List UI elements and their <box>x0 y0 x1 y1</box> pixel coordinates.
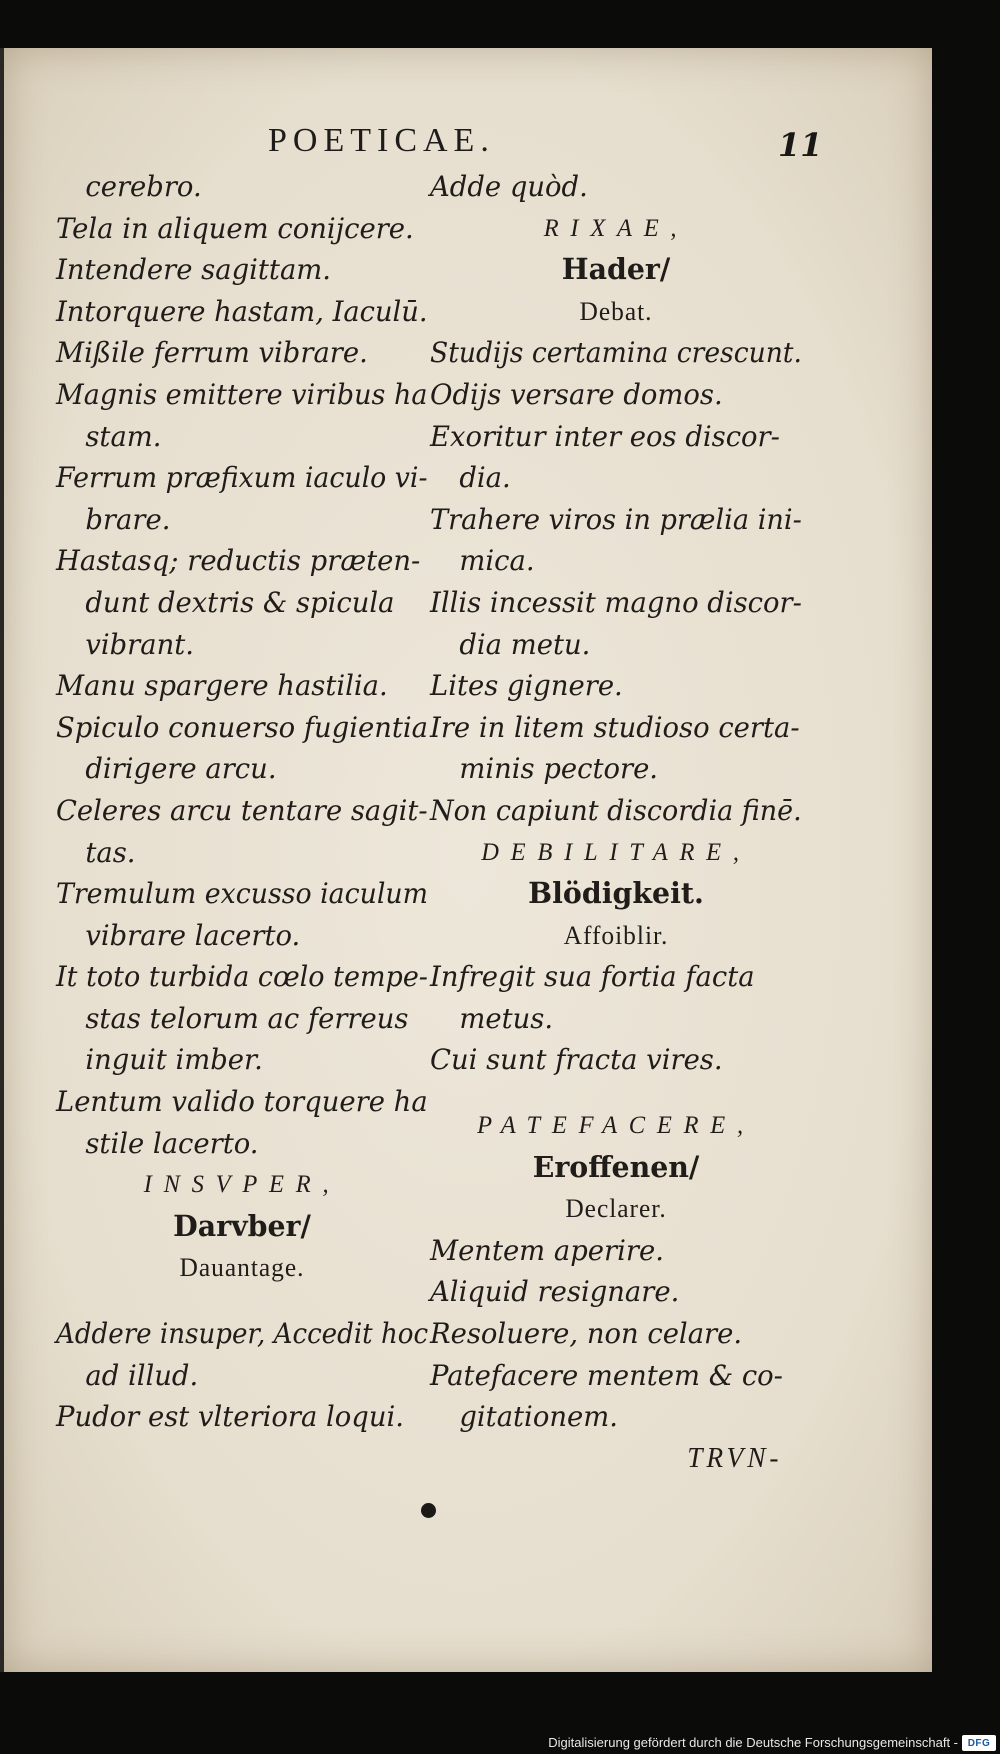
right-col-line: Lites gignere. <box>430 669 623 703</box>
left-column <box>56 166 436 1438</box>
right-col-line: Patefacere mentem & co- <box>430 1358 783 1392</box>
left-col-line: cerebro. <box>85 170 202 203</box>
left-col-line: dirigere arcu. <box>85 752 277 786</box>
right-col-heading-latin: PATEFACERE, <box>477 1112 755 1140</box>
left-col-line: Tela in aliquem conijcere. <box>56 211 414 245</box>
left-col-line: Magnis emittere viribus ha <box>56 377 428 411</box>
right-col-line: Resoluere, non celare. <box>430 1317 743 1351</box>
left-col-line: ad illud. <box>85 1358 199 1392</box>
right-col-heading-french: Debat. <box>579 296 653 326</box>
right-col-line: Cui sunt fracta vires. <box>430 1043 723 1077</box>
right-column <box>430 166 810 1479</box>
right-col-line: Aliquid resignare. <box>430 1275 680 1309</box>
left-col-line: Intendere sagittam. <box>56 253 331 287</box>
right-col-line: Illis incessit magno discor- <box>430 585 802 619</box>
left-col-line: Hastasq; reductis præten- <box>56 544 421 578</box>
right-col-heading-french: Declarer. <box>565 1194 667 1224</box>
right-col-line: TRVN- <box>687 1442 783 1474</box>
left-col-line: brare. <box>85 502 171 536</box>
right-col-line: metus. <box>459 1001 554 1035</box>
left-col-line: It toto turbida cœlo tempe- <box>56 960 428 994</box>
left-col-line: Addere insuper, Accedit hoc <box>56 1317 429 1351</box>
right-col-heading-latin: RIXAE, <box>543 214 689 242</box>
left-col-line: dunt dextris & spicula <box>85 585 395 619</box>
running-title: POETICAE. <box>268 122 495 159</box>
right-col-line: Ire in litem studioso certa- <box>430 710 800 744</box>
right-col-line: Infregit sua fortia facta <box>430 960 755 994</box>
left-col-heading-german: Darvber/ <box>173 1208 311 1243</box>
left-col-line: Celeres arcu tentare sagit- <box>56 793 428 827</box>
right-col-line: minis pectore. <box>459 752 659 786</box>
ink-dot-mark <box>421 1503 436 1518</box>
right-col-line: mica. <box>459 544 535 578</box>
right-col-line: gitationem. <box>459 1400 618 1434</box>
right-col-line: dia metu. <box>459 627 591 661</box>
left-col-line: Intorquere hastam, Iaculū. <box>56 294 428 328</box>
right-col-heading-latin: DEBILITARE, <box>481 838 751 866</box>
dfg-logo-text: DFG <box>967 1737 991 1749</box>
left-col-line: tas. <box>85 835 136 869</box>
right-col-line: dia. <box>459 461 511 495</box>
left-col-line: Mißile ferrum vibrare. <box>56 336 368 370</box>
left-col-line: vibrant. <box>85 627 195 661</box>
left-col-spacer <box>56 1289 428 1313</box>
digitization-credit: Digitalisierung gefördert durch die Deutsche Forschungsgemeinschaft - <box>548 1735 958 1750</box>
left-col-line: vibrare lacerto. <box>85 918 301 952</box>
page-number: 11 <box>778 126 823 164</box>
right-col-heading-german: Hader/ <box>561 252 671 287</box>
left-col-line: Spiculo conuerso fugientia <box>56 710 428 744</box>
left-col-heading-french: Dauantage. <box>179 1253 305 1283</box>
right-col-heading-french: Affoiblir. <box>563 920 669 950</box>
page-header <box>0 118 1000 162</box>
footer-bar <box>0 1733 1000 1754</box>
right-col-line: Adde quòd. <box>430 170 588 203</box>
right-col-line: Non capiunt discordia finē. <box>430 793 802 827</box>
left-col-line: Tremulum excusso iaculum <box>56 877 429 911</box>
right-col-line: Trahere viros in prælia ini- <box>430 502 802 536</box>
dfg-logo <box>962 1735 996 1751</box>
right-col-line: Exoritur inter eos discor- <box>430 419 780 453</box>
left-col-line: Manu spargere hastilia. <box>56 669 388 703</box>
left-col-line: inguit imber. <box>85 1043 263 1077</box>
left-col-line: stam. <box>85 419 162 453</box>
right-col-line: Odijs versare domos. <box>430 377 723 411</box>
right-col-line: Mentem aperire. <box>430 1233 664 1267</box>
left-col-heading-latin: INSVPER, <box>143 1171 341 1199</box>
right-col-line: Studijs certamina crescunt. <box>430 336 802 370</box>
left-col-line: stas telorum ac ferreus <box>85 1001 409 1035</box>
left-col-line: stile lacerto. <box>85 1126 259 1160</box>
right-col-spacer <box>430 1081 802 1105</box>
left-col-line: Pudor est vlteriora loqui. <box>56 1400 404 1434</box>
right-col-heading-german: Eroffenen/ <box>532 1149 700 1184</box>
right-col-heading-german: Blödigkeit. <box>528 876 704 911</box>
left-col-line: Ferrum præfixum iaculo vi- <box>56 461 428 495</box>
left-col-line: Lentum valido torquere ha <box>56 1085 428 1119</box>
